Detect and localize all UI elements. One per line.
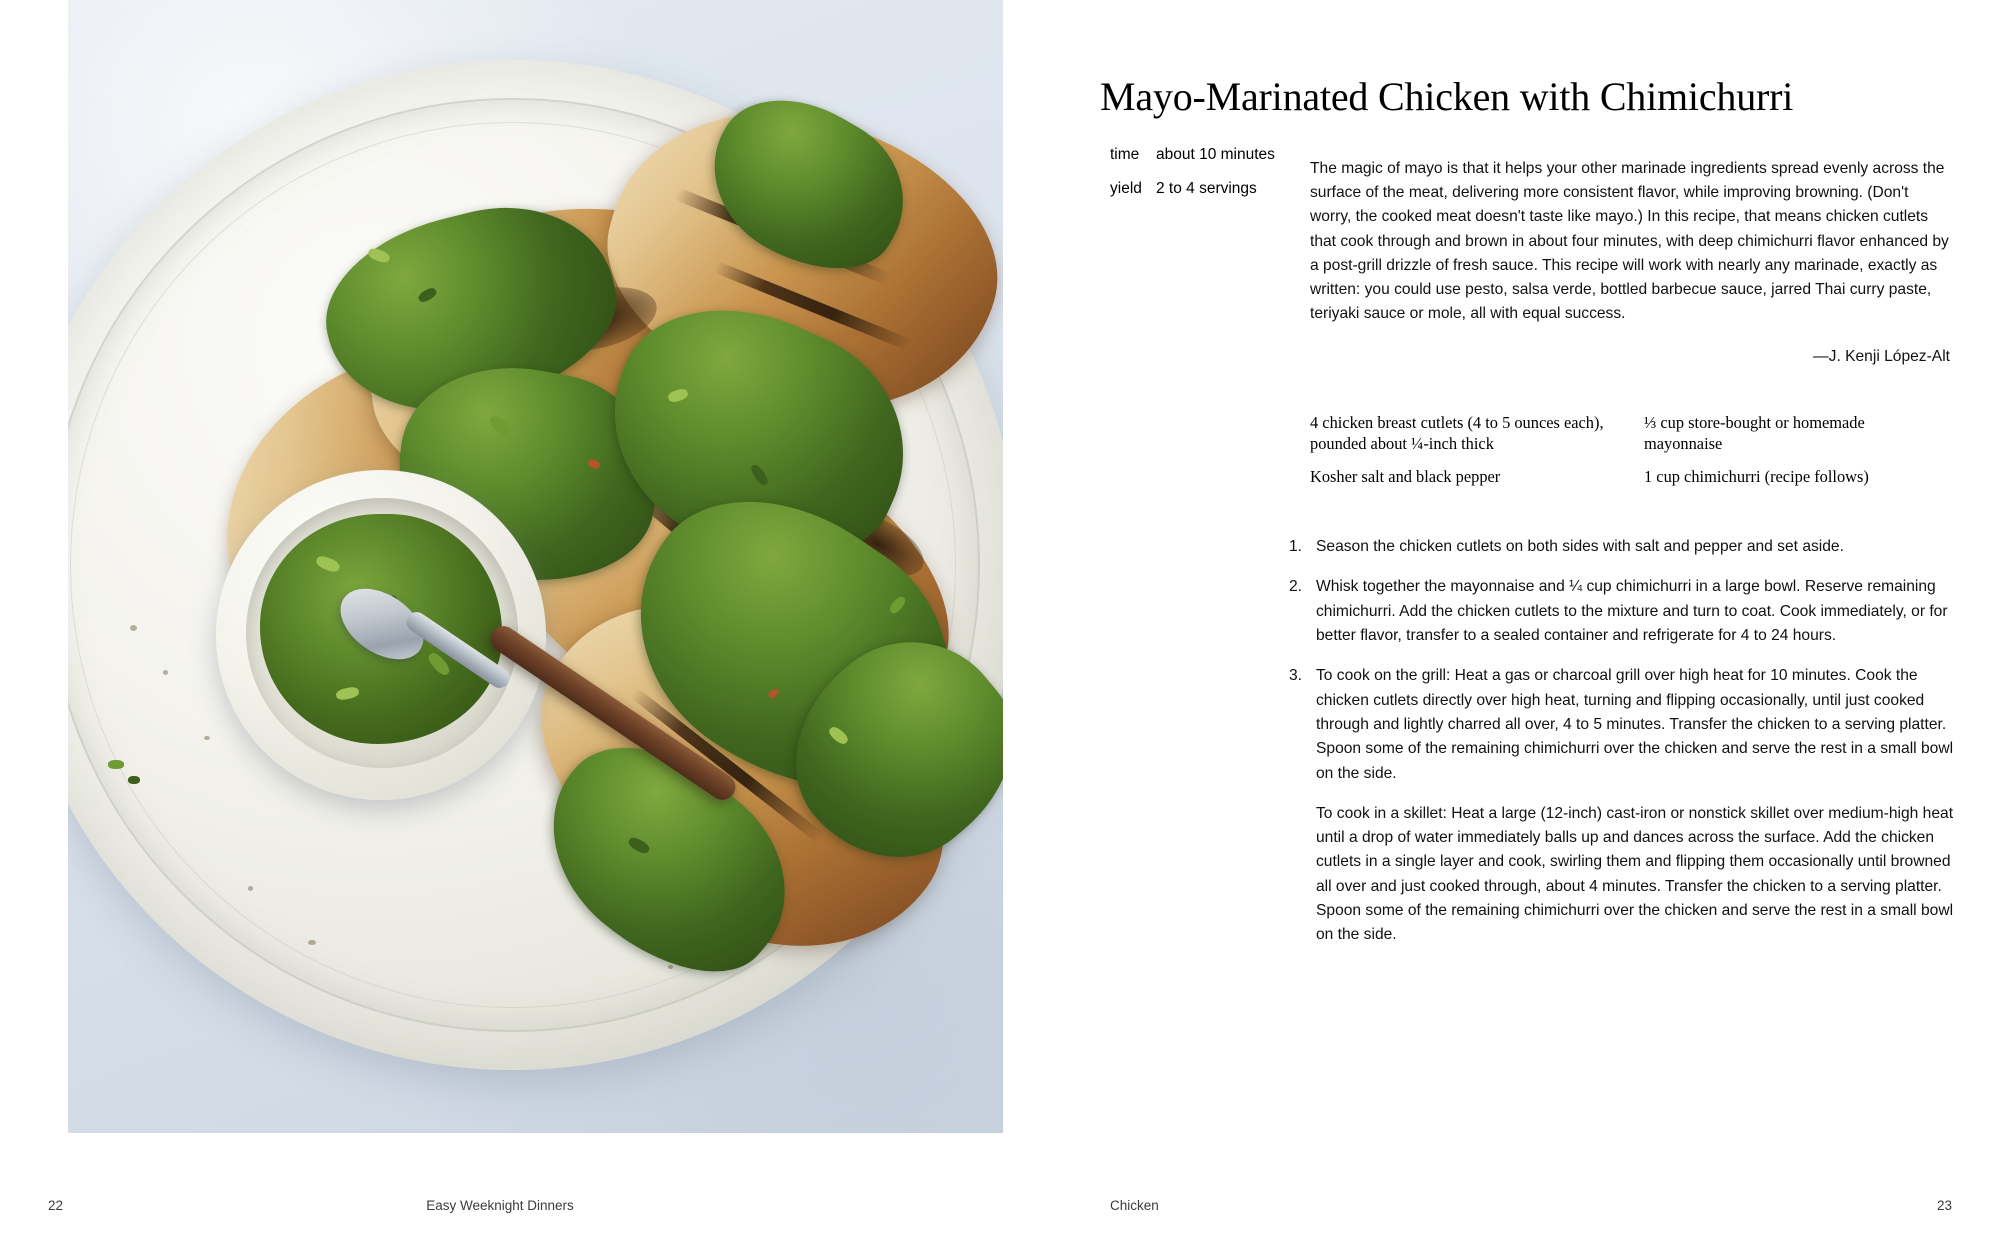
ingredients-list	[1310, 412, 1955, 487]
recipe-title: Mayo-Marinated Chicken with Chimichurri	[1100, 73, 1794, 119]
step-item	[1282, 664, 1960, 786]
ingredient-item: 1 cup chimichurri (recipe follows)	[1644, 467, 1869, 486]
step-number: 2.	[1288, 578, 1302, 596]
recipe-meta	[1110, 145, 1310, 213]
step-number: 3.	[1288, 667, 1302, 685]
recipe-headnote: The magic of mayo is that it helps your other marinade ingredients spread evenly across the surface of the meat, delivering more consistent flavor, while improving browning. (Don't worry, the cooked meat doesn't taste like mayo.) In this recipe, that means chicken cutlets that cook through and brown in about four minutes, with deep chimichurri flavor enhanced by a post-grill drizzle of fresh sauce. This recipe will work with nearly any marinade, exactly as written: you could use pesto, salsa verde, bottled barbecue sauce, jarred Thai curry paste, teriyaki sauce or mole, all with equal success.	[1310, 159, 1949, 323]
herb-fleck	[128, 776, 140, 784]
step-item	[1282, 575, 1960, 648]
ingredients-column-left	[1310, 412, 1610, 487]
step-text: Season the chicken cutlets on both sides with salt and pepper and set aside.	[1316, 538, 1844, 555]
step-text: To cook on the grill: Heat a gas or charcoal grill over high heat for 10 minutes. Cook the chicken cutlets directly over high heat, turning and flipping occasionally, until just cooked through and lightly charred all over, 4 to 5 minutes. Transfer the chicken to a serving platter. Spoon some of the remaining chimichurri over the chicken and serve the rest in a small bowl on the side.	[1316, 667, 1954, 782]
meta-value-time: about 10 minutes	[1156, 146, 1275, 163]
meta-row-time	[1110, 145, 1310, 166]
ingredients-column-right	[1644, 412, 1944, 487]
ingredient-item: Kosher salt and black pepper	[1310, 467, 1501, 486]
left-running-head: Easy Weeknight Dinners	[426, 1198, 574, 1213]
step-number: 1.	[1288, 538, 1302, 555]
platter-speck	[248, 886, 253, 891]
right-page	[1000, 0, 2000, 1237]
meta-row-yield	[1110, 179, 1310, 200]
recipe-byline: —J. Kenji López-Alt	[1813, 348, 1950, 365]
right-page-number: 23	[1936, 1198, 1952, 1213]
left-page-number: 22	[48, 1198, 64, 1213]
step-item	[1282, 535, 1960, 559]
meta-value-yield: 2 to 4 servings	[1156, 179, 1257, 197]
recipe-steps	[1282, 535, 1960, 964]
step-text: Whisk together the mayonnaise and ¼ cup chimichurri in a large bowl. Reserve remaining chimichurri. Add the chicken cutlets to the mixture and turn to coat. Cook immediately, or for better flavor, transfer to a sealed container and refrigerate for 4 to 24 hours.	[1316, 578, 1948, 644]
ingredient-item: ⅓ cup store-bought or homemade mayonnaise	[1644, 413, 1865, 453]
platter-speck	[163, 670, 168, 675]
herb-fleck	[108, 760, 124, 769]
platter-speck	[204, 736, 210, 740]
platter-speck	[130, 625, 137, 631]
recipe-photograph	[68, 0, 1003, 1133]
platter-speck	[668, 965, 673, 969]
ingredient-item: 4 chicken breast cutlets (4 to 5 ounces each), pounded about ¼-inch thick	[1310, 413, 1604, 453]
meta-label-yield: yield	[1110, 179, 1142, 197]
platter-speck	[308, 940, 316, 945]
step-alternate-method: To cook in a skillet: Heat a large (12-inch) cast-iron or nonstick skillet over medium-high heat until a drop of water immediately balls up and dances across the surface. Add the chicken cutlets in a single layer and cook, swirling them and flipping them occasionally until browned all over and just cooked through, about 4 minutes. Transfer the chicken to a serving platter. Spoon some of the remaining chimichurri over the chicken and serve the rest in a small bowl on the side.	[1316, 804, 1954, 944]
right-running-head: Chicken	[1110, 1198, 1159, 1213]
meta-label-time: time	[1110, 146, 1140, 163]
